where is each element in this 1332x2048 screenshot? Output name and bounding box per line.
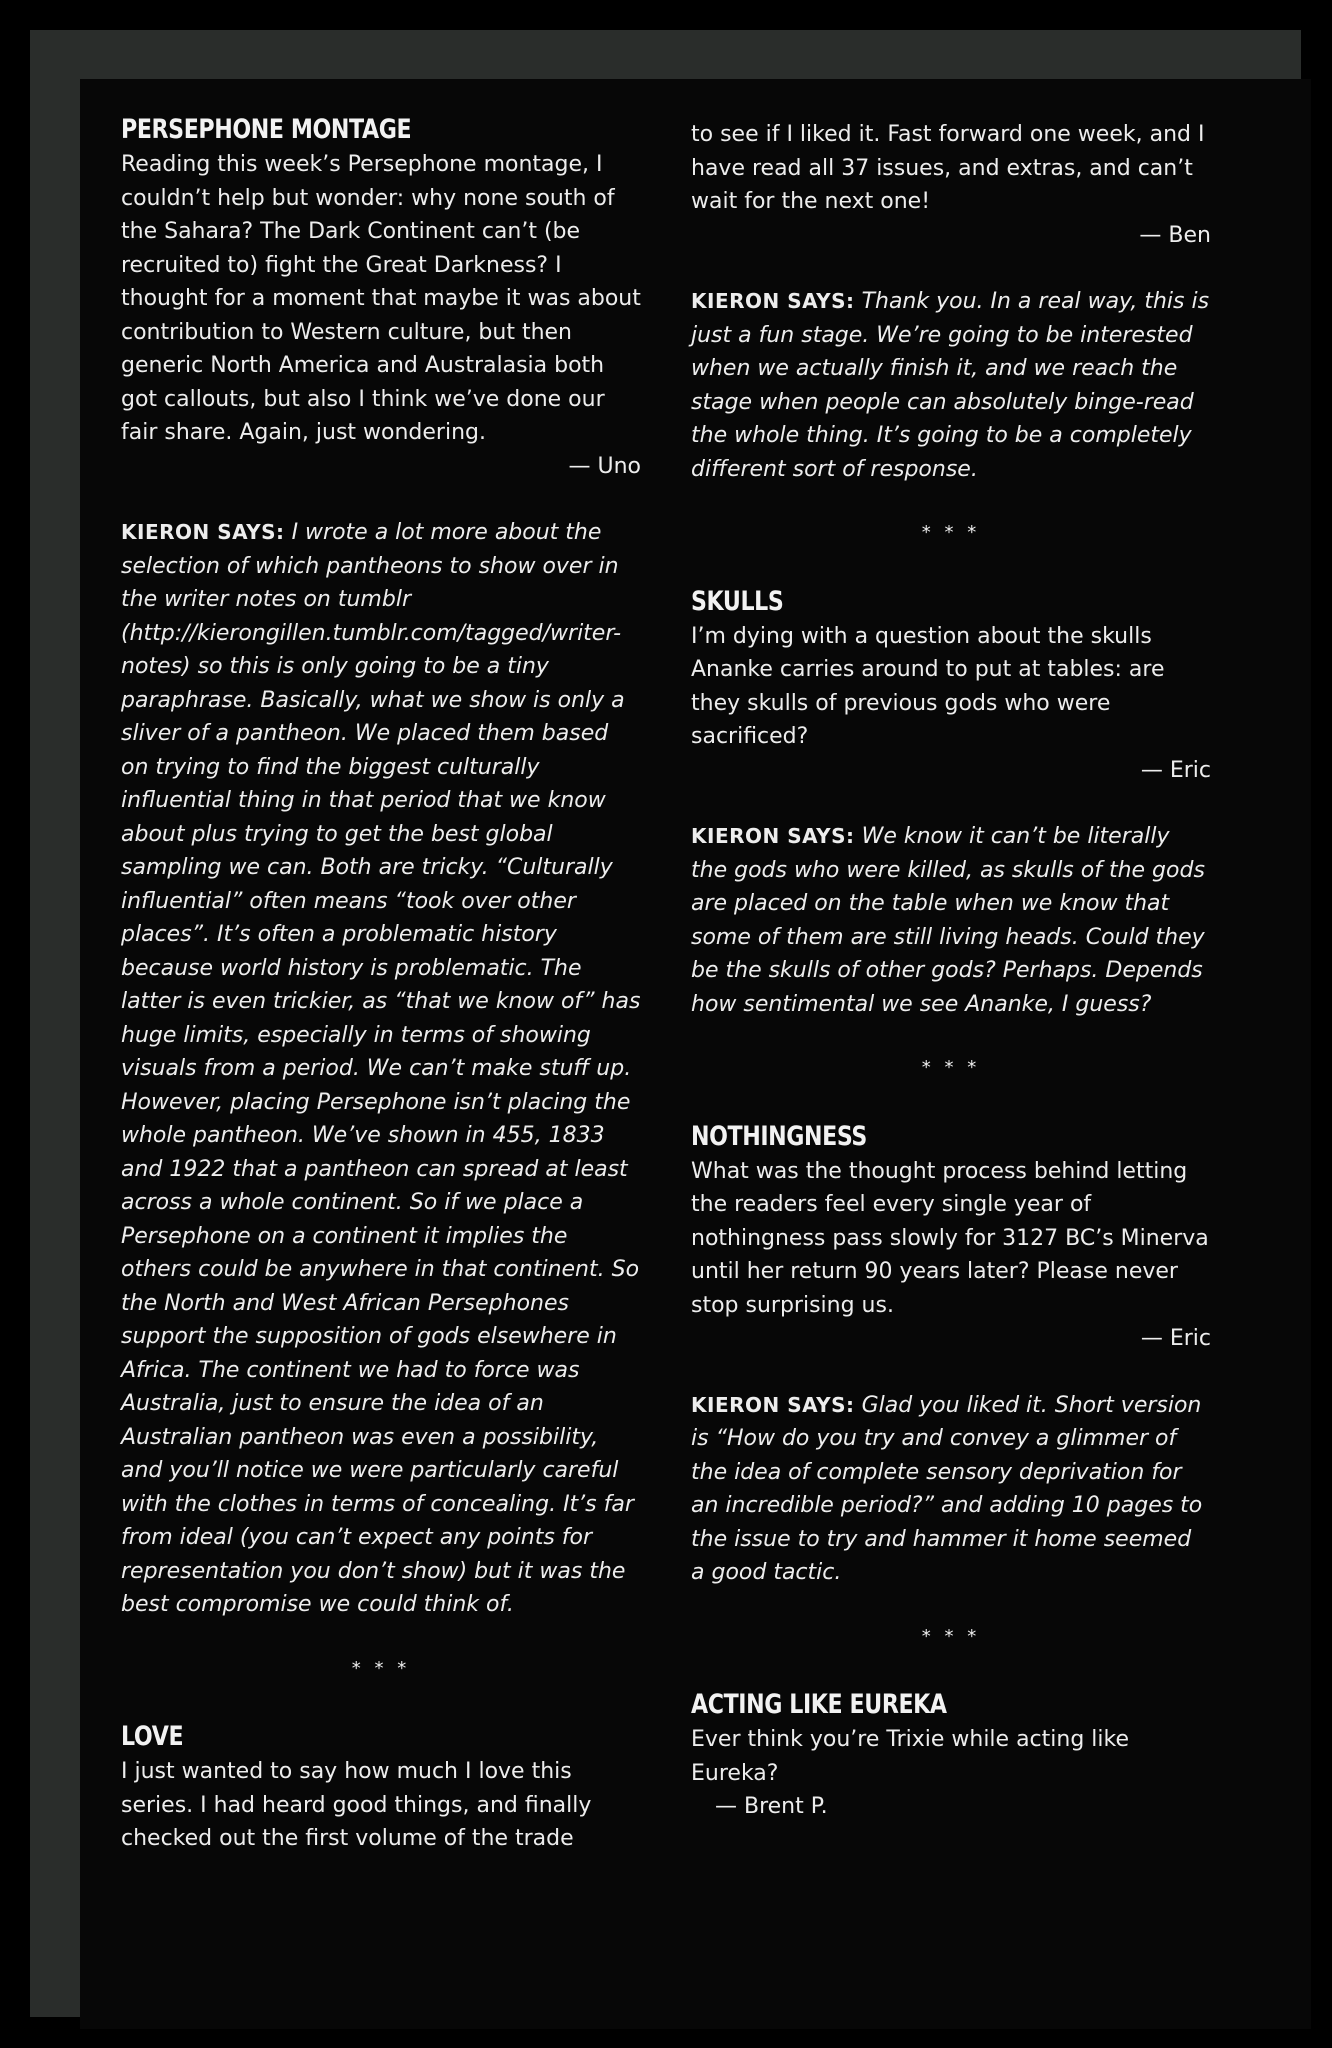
reply-label: KIERON SAYS: [691, 824, 855, 848]
heading-love: LOVE [121, 1721, 184, 1752]
left-column [121, 112, 641, 1856]
letter-signature: — Eric [1140, 757, 1211, 783]
letter-body: Reading this week’s Persephone montage, I couldn’t help but wonder: why none south of the Sahara? The Dark Continent can’t (be recruited to) fight the Great Darkness? I thought for a moment that maybe it was about contribution to Western culture, but then generic North America and Australasia both got callouts, but also I think we’ve done our fair share. Again, just wondering. [121, 152, 641, 445]
section-divider: * * * [921, 1057, 981, 1078]
reply-text: Thank you. In a real way, this is just a fun stage. We’re going to be interested when we actually finish it, and we reach the stage when people can absolutely binge-read the whole thing. It’s going to be a completely different sort of response. [691, 289, 1210, 482]
heading-nothingness: NOTHINGNESS [691, 1120, 867, 1152]
heading-acting-like-eureka: ACTING LIKE EUREKA [691, 1689, 947, 1720]
reply-text: We know it can’t be literally the gods who were killed, as skulls of the gods are placed on the table when we know that some of them are still living heads. Could they be the skulls of other gods? Perhaps. Depends how sentimental we see Ananke, I guess? [691, 824, 1205, 1017]
letter-body-continued: to see if I liked it. Fast forward one week, and I have read all 37 issues, and extras, and can’t wait for the next one! [691, 122, 1205, 214]
letter-body: I just wanted to say how much I love this series. I had heard good things, and finally checked out the first volume of the trade [121, 1759, 592, 1851]
reply-text: Glad you liked it. Short version is “How do you try and convey a glimmer of the idea of complete sensory deprivation for an incredible period?” and adding 10 pages to the issue to try and hammer it home seemed a good tactic. [691, 1392, 1203, 1585]
section-divider: * * * [351, 1657, 411, 1679]
letter-signature: — Eric [1140, 1326, 1211, 1351]
reply-label: KIERON SAYS: [121, 520, 285, 544]
letter-body: Ever think you’re Trixie while acting like Eureka? [691, 1727, 1130, 1786]
reply-text: I wrote a lot more about the selection of which pantheons to show over in the writer notes on tumblr (http://kierongillen.tumblr.com/tagged/writer-notes) so this is only going to be a tiny paraphrase. Basically, what we show is only a sliver of a pantheon. We placed them based on trying to find the biggest culturally influential thing in that period that we know about plus trying to get the best global sampling we can. Both are tricky. “Culturally influential” often means “took over other places”. It’s often a problematic history because world history is problematic. The latter is even trickier, as “that we know of” has huge limits, especially in terms of showing visuals from a period. We can’t make stuff up. However, placing Persephone isn’t placing the whole pantheon. We’ve shown in 455, 1833 and 1922 that a pantheon can spread at least across a whole continent. So if we place a Persephone on a continent it implies the others could be anywhere in that continent. So the North and West African Persephones support the supposition of gods elsewhere in Africa. The continent we had to force was Australia, just to ensure the idea of an Australian pantheon was even a possibility, and you’ll notice we were particularly careful with the clothes in terms of concealing. It’s far from ideal (you can’t expect any points for representation you don’t show) but it was the best compromise we could think of. [121, 520, 641, 1617]
kieron-reply [121, 516, 641, 1622]
heading-skulls: SKULLS [691, 585, 784, 617]
right-column [691, 118, 1211, 1824]
letter-body: What was the thought process behind letting the readers feel every single year of nothingness pass slowly for 3127 BC’s Minerva until her return 90 years later? Please never stop surprising us. [691, 1158, 1209, 1318]
section-divider: * * * [921, 1625, 981, 1647]
reply-label: KIERON SAYS: [691, 289, 855, 313]
letter-body: I’m dying with a question about the skulls Ananke carries around to put at tables: are they skulls of previous gods who were sacrificed? [691, 623, 1165, 749]
letter-signature: — Ben [1139, 222, 1211, 248]
kieron-reply [691, 1389, 1211, 1590]
reply-label: KIERON SAYS: [691, 1392, 855, 1417]
kieron-reply [691, 285, 1211, 486]
letter-signature: — Uno [568, 453, 641, 479]
heading-persephone-montage: PERSEPHONE MONTAGE [121, 114, 412, 145]
section-divider: * * * [921, 522, 981, 543]
kieron-reply [691, 820, 1211, 1021]
letter-signature: — Brent P. [715, 1794, 828, 1819]
